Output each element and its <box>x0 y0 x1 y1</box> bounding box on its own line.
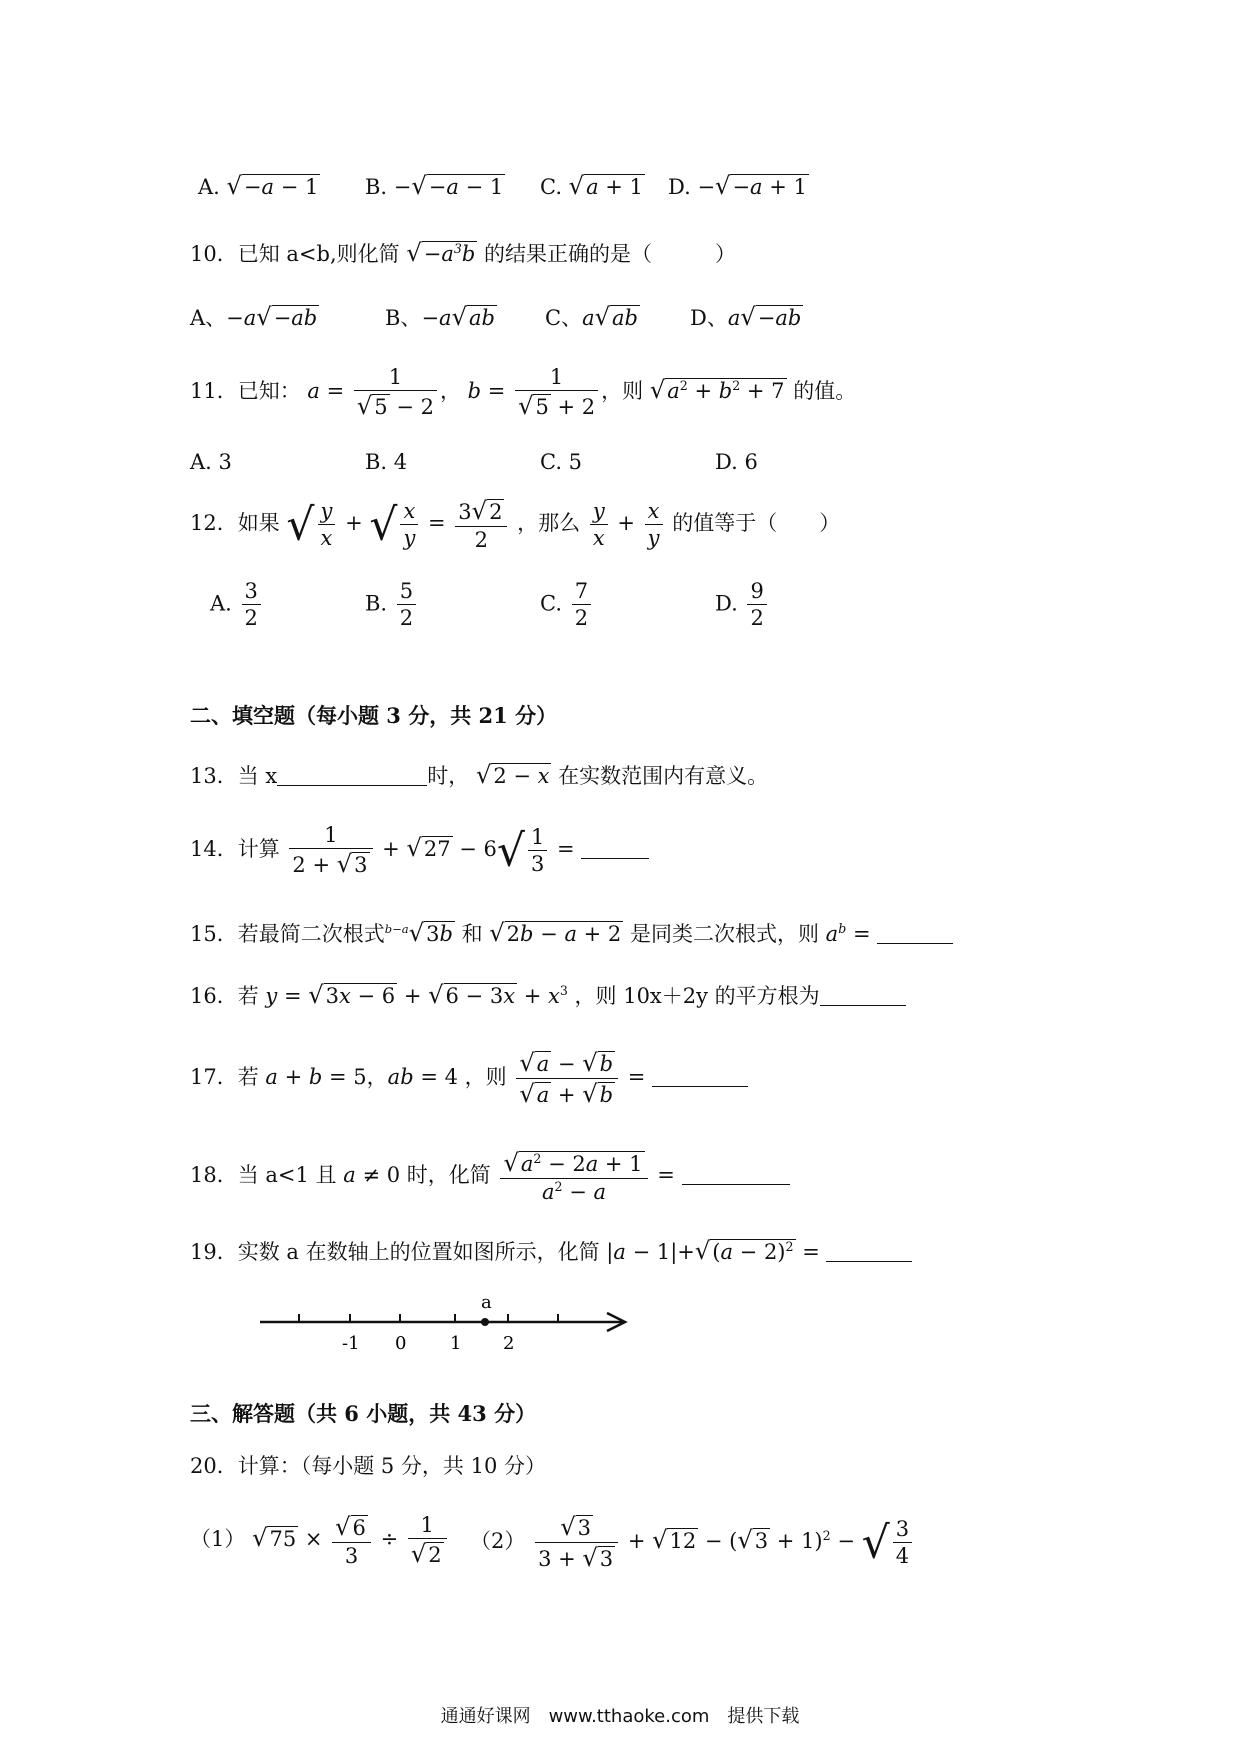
q14: 14．计算 $\frac{1}{2 + √3}$ + √27 − 6√ $\frac{1}{3}$ = <box>190 822 649 879</box>
q17-blank[interactable] <box>652 1065 748 1087</box>
q13-blank[interactable] <box>277 764 427 786</box>
q11-radical: $√a^2 + b^2 + 7$ <box>649 376 785 405</box>
q9-option-d: D. −√−a + 1 <box>668 172 807 200</box>
q12-option-b: B. $\frac{5}{2}$ <box>365 578 419 632</box>
q10-text: 10．已知 a<b,则化简 <box>190 242 400 266</box>
q12-option-c: C. $\frac{7}{2}$ <box>540 578 594 632</box>
q16-blank[interactable] <box>820 984 906 1006</box>
q9-option-c: C. √a + 1 <box>540 172 643 200</box>
point-a <box>481 1318 489 1326</box>
q12-mid: ，那么 <box>517 511 581 536</box>
q11-option-a: A. 3 <box>190 450 232 474</box>
footer-credit: 通通好课网 www.tthaoke.com 提供下载 <box>440 1706 800 1727</box>
number-line <box>255 1286 635 1356</box>
tick-label: 1 <box>450 1333 462 1354</box>
q20-part-2: （2） $\frac{√3}{3 + √3}$ + $√12 - (√3 + 1)^2$ − √ $\frac{3}{4}$ <box>470 1512 915 1573</box>
q18: 18．当 a<1 且 a ≠ 0 时，化简 $\frac{√a^2 - 2a + 1}{a^2 - a}$ = <box>190 1148 790 1205</box>
q10-option-a: A、−a√−ab <box>190 303 318 331</box>
q15: 15．若最简二次根式$^{b-a}$√3b 和 √2b − a + 2 是同类二次根式，则 $a^b$ = <box>190 918 953 948</box>
q11-option-c: C. 5 <box>540 450 583 474</box>
q15-blank[interactable] <box>877 922 953 944</box>
q13: 13．当 x 时， √2 − x 在实数范围内有意义。 <box>190 761 769 789</box>
tick-label: 0 <box>395 1333 407 1354</box>
q11-tail: 的值。 <box>793 379 857 404</box>
q12-stem: 12．如果 √ $\frac{y}{x}$ + √ $\frac{x}{y}$ = $\frac{3√2}{2}$ ，那么 $\frac{y}{x}$ + $\frac{x}{y}$ 的值等于（ ） <box>190 497 841 553</box>
q9-option-a: A. √−a − 1 <box>198 172 319 200</box>
section-3-title: 三、解答题（共 6 小题，共 43 分） <box>190 1401 537 1426</box>
q18-blank[interactable] <box>682 1163 790 1185</box>
q11-option-d: D. 6 <box>715 450 758 474</box>
tick-label: 2 <box>503 1333 515 1354</box>
q9-option-b: B. −√−a − 1 <box>365 172 504 200</box>
q10-tail: 的结果正确的是（ ） <box>484 242 736 266</box>
q12-option-a: A. $\frac{3}{2}$ <box>210 578 264 632</box>
section-2-title: 二、填空题（每小题 3 分，共 21 分） <box>190 703 558 728</box>
q20-stem: 20．计算：（每小题 5 分，共 10 分） <box>190 1454 547 1478</box>
q10-radical: $√-a^3b$ <box>406 239 476 267</box>
q10-option-c: C、a√ab <box>545 303 638 331</box>
q12-text: 12．如果 <box>190 511 280 536</box>
q10-stem <box>190 238 736 268</box>
q12-tail: 的值等于（ ） <box>672 511 841 536</box>
point-a-label: a <box>481 1292 492 1313</box>
q14-blank[interactable] <box>581 837 649 859</box>
q19: 19．实数 a 在数轴上的位置如图所示，化简 $|a - 1|+√(a - 2)^2$ = <box>190 1236 912 1266</box>
q11-stem: 11．已知： a = $\frac{1}{√5 - 2}$ ， b = $\frac{1}{√5 + 2}$ ，则 $√a^2 + b^2 + 7$ 的值。 <box>190 365 857 421</box>
tick-label: -1 <box>342 1333 360 1354</box>
q10-option-b: B、−a√ab <box>385 303 495 331</box>
q11-option-b: B. 4 <box>365 450 408 474</box>
q11-text: 11．已知： <box>190 379 301 404</box>
q20-part-1: （1） √75 × $\frac{√6}{3}$ ÷ $\frac{1}{√2}$ <box>190 1512 450 1569</box>
q10-option-d: D、a√−ab <box>690 303 802 331</box>
q16: 16．若 $y = √3x - 6 + √6 - 3x + x^3$ ，则 10x＋2y 的平方根为 <box>190 980 906 1010</box>
q12-option-d: D. $\frac{9}{2}$ <box>715 578 770 632</box>
q11-frac-b: $\frac{1}{√5 + 2}$ <box>515 364 598 421</box>
q11-frac-a: $\frac{1}{√5 - 2}$ <box>354 364 437 421</box>
q19-blank[interactable] <box>826 1240 912 1262</box>
q17: 17．若 a + b = 5，ab = 4 ，则 $\frac{√a - √b}{√a + √b}$ = <box>190 1048 748 1109</box>
